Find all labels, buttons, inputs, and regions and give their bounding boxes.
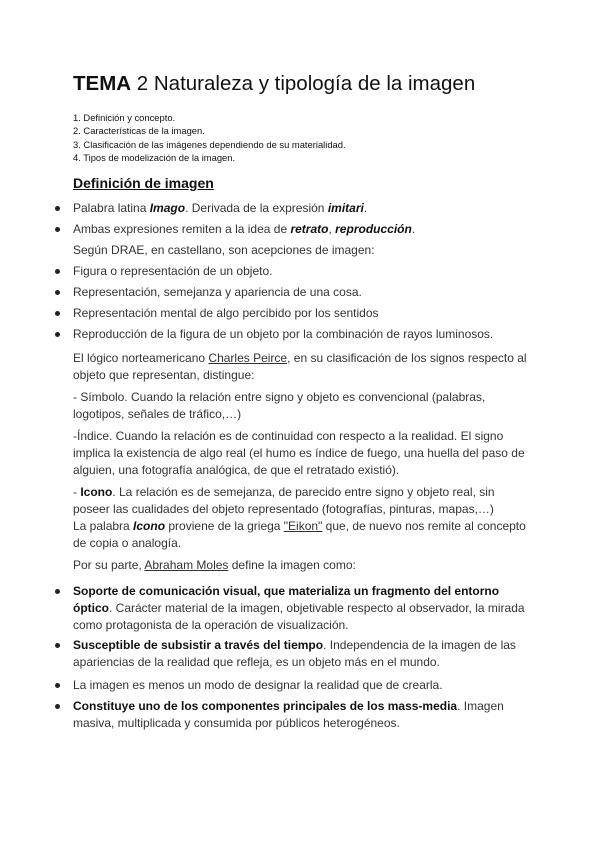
- paragraph: - Icono. La relación es de semejanza, de parecido entre signo y objeto real, sin poseer las cualidades del objeto representado (fotografías, pinturas, mapas,…) La palabra Icono proviene de la griega "Eikon" que, de nuevo nos remite al concepto de copia o analogía.: [73, 485, 526, 550]
- toc-item: 2. Características de la imagen.: [73, 125, 205, 137]
- toc-item: 4. Tipos de modelización de la imagen.: [73, 152, 236, 164]
- bullet-icon: [55, 704, 60, 709]
- page-title: [73, 72, 475, 96]
- paragraph: - Símbolo. Cuando la relación entre signo y objeto es convencional (palabras, logotipos, señales de tráfico,…): [73, 390, 486, 421]
- bullet-icon: [55, 227, 60, 232]
- section-heading: Definición de imagen: [73, 175, 214, 191]
- term-link: "Eikon": [283, 519, 323, 533]
- title-prefix: TEMA: [73, 72, 132, 95]
- bullet-icon: [55, 206, 60, 211]
- bullet-icon: [55, 269, 60, 274]
- paragraph: -Índice. Cuando la relación es de continuidad con respecto a la realidad. El signo implica la existencia de algo real (el humo es índice de fuego, una huella del paso de alguien, una fotografía analógica, de que el retratado existió).: [73, 429, 525, 477]
- bullet-icon: [55, 589, 60, 594]
- bullet-icon: [55, 683, 60, 688]
- bullet-icon: [55, 290, 60, 295]
- bullet-item: Representación mental de algo percibido por los sentidos: [73, 305, 533, 322]
- table-of-contents: [73, 111, 346, 165]
- bullet-item: Susceptible de subsistir a través del tiempo. Independencia de la imagen de las apariencias de la realidad que refleja, es un objeto más en el mundo.: [73, 637, 533, 671]
- paragraph: Por su parte, Abraham Moles define la imagen como:: [73, 558, 356, 572]
- bullet-item: Soporte de comunicación visual, que materializa un fragmento del entorno óptico. Carácter material de la imagen, objetivable respecto al observador, la mirada como protagonista de la operación de visualización.: [73, 583, 533, 634]
- bullet-icon: [55, 643, 60, 648]
- bullet-item: Reproducción de la figura de un objeto por la combinación de rayos luminosos.: [73, 326, 533, 343]
- bullet-icon: [55, 332, 60, 337]
- author-link: Abraham Moles: [144, 558, 229, 572]
- bullet-item: La imagen es menos un modo de designar la realidad que de crearla.: [73, 677, 533, 694]
- bullet-item: Palabra latina Imago. Derivada de la expresión imitari.: [73, 200, 533, 217]
- paragraph: El lógico norteamericano Charles Peirce, en su clasificación de los signos respecto al objeto que representan, distingue:: [73, 351, 527, 382]
- paragraph: Según DRAE, en castellano, son acepciones de imagen:: [73, 243, 375, 257]
- bullet-item: Representación, semejanza y apariencia de una cosa.: [73, 284, 533, 301]
- title-text: 2 Naturaleza y tipología de la imagen: [131, 72, 476, 95]
- bullet-item: Ambas expresiones remiten a la idea de retrato, reproducción.: [73, 221, 533, 238]
- bullet-item: Figura o representación de un objeto.: [73, 263, 533, 280]
- bullet-item: Constituye uno de los componentes principales de los mass-media. Imagen masiva, multiplicada y consumida por públicos heterogéneos.: [73, 698, 533, 732]
- toc-item: 3. Clasificación de las imágenes dependiendo de su materialidad.: [73, 138, 346, 150]
- bullet-icon: [55, 311, 60, 316]
- author-link: Charles Peirce: [208, 351, 288, 365]
- toc-item: 1. Definición y concepto.: [73, 112, 176, 123]
